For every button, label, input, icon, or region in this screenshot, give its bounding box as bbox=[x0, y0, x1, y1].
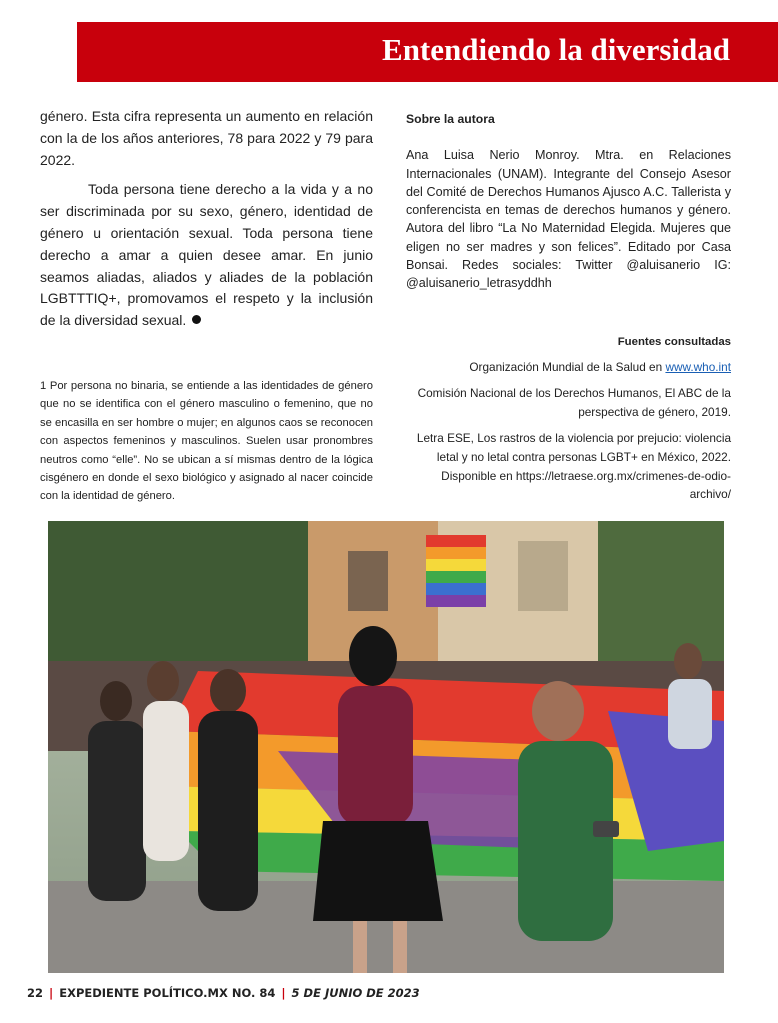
footnote: 1 Por persona no binaria, se entiende a las identidades de género que no se identifica con el género masculino o femenino, que no se encasilla en ser hombre o mujer; en algunos caos se reconocen con aspectos femeninos y masculinos. Suelen usar pronombres neutros como “elle”. No se ubican a sí mismas dentro de la lógica cisgénero en donde el sexo biológico y asignado al nacer coincide con la identidad de género. bbox=[40, 380, 373, 503]
end-bullet-icon bbox=[192, 315, 201, 324]
header-bar bbox=[77, 22, 778, 82]
paragraph-1: género. Esta cifra representa un aumento en relación con la de los años anteriores, 78 para 2022 y 79 para 2022. bbox=[40, 108, 373, 168]
main-text bbox=[40, 106, 373, 340]
paragraph-2 bbox=[40, 179, 373, 332]
pride-march-photo bbox=[48, 521, 724, 973]
source-item-1 bbox=[406, 358, 731, 377]
source-item-2: Comisión Nacional de los Derechos Humanos, El ABC de la perspectiva de género, 2019. bbox=[417, 386, 731, 419]
page-footer bbox=[27, 986, 420, 1004]
author-title: Sobre la autora bbox=[406, 112, 495, 126]
page-title: Entendiendo la diversidad bbox=[382, 32, 730, 67]
source-item-3: Letra ESE, Los rastros de la violencia por prejucio: violencia letal y no letal contra personas LGBT+ en México, 2022. Disponible en https://letraese.org.mx/crimenes-de-odio-archivo/ bbox=[416, 431, 731, 502]
issue-date: 5 DE JUNIO DE 2023 bbox=[291, 986, 420, 1000]
source-item-1-text: Organización Mundial de la Salud en bbox=[469, 359, 666, 374]
author-bio: Ana Luisa Nerio Monroy. Mtra. en Relaciones Internacionales (UNAM). Integrante del Consejo Asesor del Comité de Derechos Humanos Ajusco A.C. Tallerista y conferencista en temas de derechos humanos y género. Autora del libro “La No Maternidad Elegida. Mujeres que eligen no ser madres y son felices”. Editado por Casa Bonsai. Redes sociales: Twitter @aluisanerio IG: @aluisanerio_letrasyddhh bbox=[406, 148, 731, 291]
author-section bbox=[406, 110, 731, 293]
sources-title: Fuentes consultadas bbox=[617, 336, 731, 348]
footer-separator: | bbox=[49, 986, 54, 1000]
footer-separator: | bbox=[281, 986, 286, 1000]
page-number: 22 bbox=[27, 986, 44, 1000]
paragraph-2-text: Toda persona tiene derecho a la vida y a no ser discriminada por su sexo, género, identidad de género u orientación sexual. Toda persona tiene derecho a amar a quien desee amar. En junio seamos aliadas, aliados y aliades de la población LGBTTTIQ+, promovamos el respeto y la inclusión de la diversidad sexual. bbox=[40, 181, 373, 329]
publication-name: EXPEDIENTE POLÍTICO.MX NO. 84 bbox=[59, 986, 276, 1000]
sources-section bbox=[406, 333, 731, 512]
who-link[interactable]: www.who.int bbox=[665, 359, 731, 374]
